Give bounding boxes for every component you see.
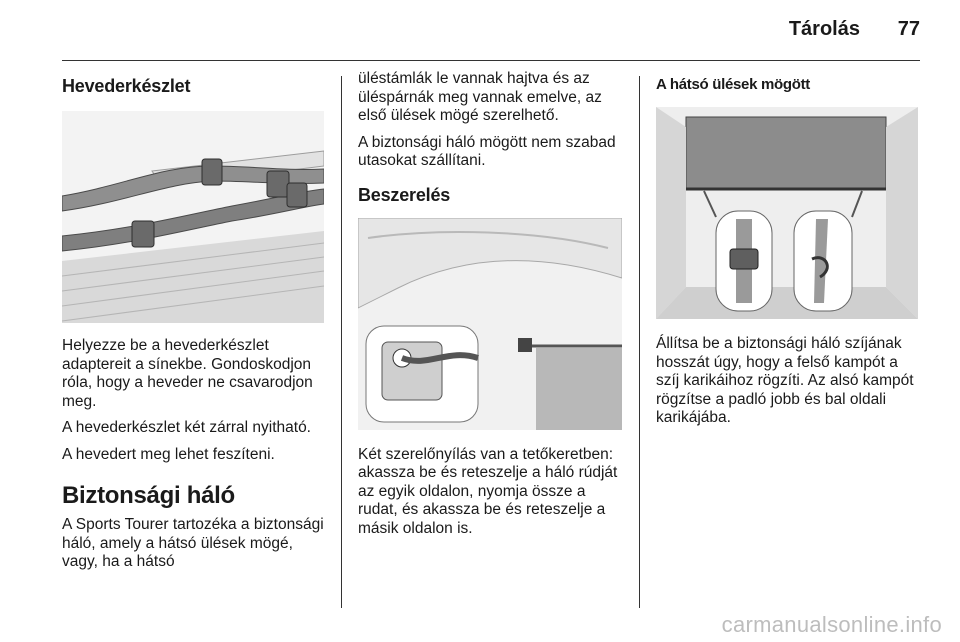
column-3 [656, 70, 918, 436]
paragraph: Helyezze be a hevederkészlet adaptereit a sínekbe. Gondoskodjon róla, hogy a heveder ne csavarodjon meg. [62, 337, 313, 410]
paragraph: A hevedert meg lehet feszíteni. [62, 445, 275, 463]
page-section-title: Tárolás [788, 18, 860, 40]
section-heading-biztonsagi-halo: Biztonsági háló [62, 482, 235, 509]
column-divider-2 [639, 76, 640, 608]
section-heading-beszereles: Beszerelés [358, 184, 451, 205]
column-2 [358, 70, 624, 546]
watermark-site: carmanualsonline.info [721, 612, 942, 637]
column-divider-1 [341, 76, 342, 608]
paragraph: A biztonsági háló mögött nem szabad utasokat szállítani. [358, 133, 616, 169]
section-heading-hatso-ulesek-mogott: A hátsó ülések mögött [656, 76, 810, 93]
paragraph: üléstámlák le vannak hajtva és az üléspárnák meg vannak emelve, az első ülések mögé szerelhető. [358, 70, 602, 124]
rear-seat-net-illustration [656, 107, 918, 319]
strap-kit-illustration [62, 111, 324, 323]
paragraph: Két szerelőnyílás van a tetőkeretben: akassza be és reteszelje a háló rúdját az egyik oldalon, nyomja össze a rudat, és akassza be és reteszelje a másik oldalon is. [358, 445, 618, 537]
section-heading-hevederkeszlet: Hevederkészlet [62, 76, 191, 96]
page-number: 77 [897, 18, 920, 40]
paragraph: A Sports Tourer tartozéka a biztonsági háló, amely a hátsó ülések mögé, vagy, ha a hátsó [62, 516, 324, 570]
column-1 [62, 70, 324, 580]
paragraph: A hevederkészlet két zárral nyitható. [62, 419, 311, 436]
header-divider [62, 60, 920, 61]
paragraph: Állítsa be a biztonsági háló szíjának hosszát úgy, hogy a felső kampót a szíj karikáihoz rögzíti. Az alsó kampót rögzítse a padló jobb és bal oldali karikájába. [656, 335, 914, 426]
net-installation-illustration [358, 218, 622, 430]
